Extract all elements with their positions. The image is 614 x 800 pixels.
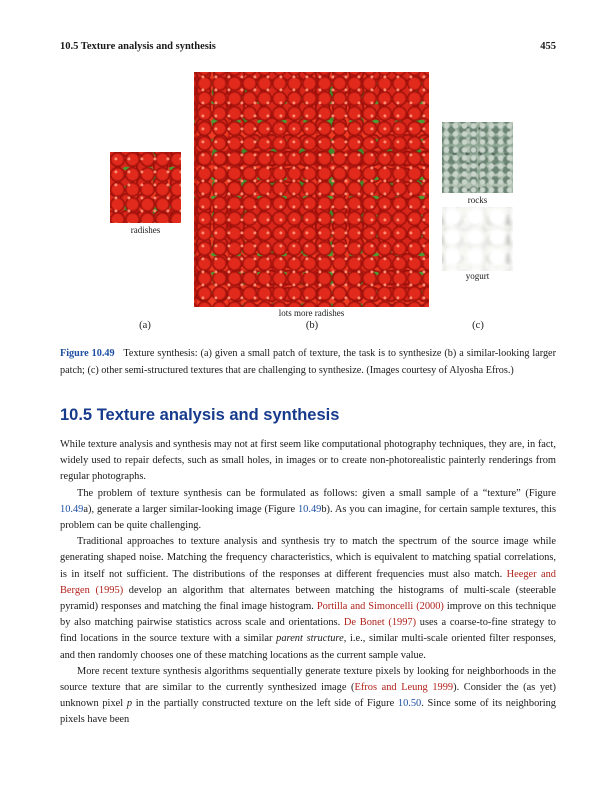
subfigure-label-c: (c) (472, 320, 484, 331)
header-section-title: 10.5 Texture analysis and synthesis (60, 41, 216, 52)
paragraph-2-text-a: The problem of texture synthesis can be formulated as follows: given a small sample of a “texture” (Figure (77, 487, 556, 499)
subfigure-label-b: (b) (305, 320, 319, 331)
paragraph-3-text-d: uses a coarse-to-fine strategy to find locations in the source texture with a similar (60, 617, 556, 645)
citation-link[interactable]: Portilla and Simoncelli (2000) (316, 601, 444, 613)
yogurt-image (442, 207, 513, 271)
radishes-large-image (194, 72, 429, 307)
page-number: 455 (540, 41, 556, 52)
paragraph-3 (60, 534, 556, 664)
paragraph-2-text-b: a), generate a larger similar-looking image (Figure (83, 503, 298, 515)
figure-ref-link[interactable]: 10.49 (60, 503, 84, 515)
lots-more-radishes-label: lots more radishes (278, 308, 345, 318)
figure-ref-link[interactable]: 10.50 (397, 698, 422, 710)
figure-caption-label[interactable]: Figure 10.49 (60, 348, 115, 359)
paragraph-1 (60, 437, 556, 486)
subfigure-label-a: (a) (139, 320, 151, 331)
rocks-image (442, 122, 513, 193)
paragraph-4-text-a: More recent texture synthesis algorithms sequentially generate texture pixels by looking for neighborhoods in the source texture that are similar to the currently synthesized image ( (60, 665, 556, 694)
citation-link[interactable]: Efros and Leung 1999 (354, 682, 454, 694)
paragraph-4-text-b: ). Consider the (as yet) unknown pixel (60, 682, 556, 710)
paragraph-4 (60, 664, 556, 729)
radishes-small-image (110, 152, 181, 223)
citation-link[interactable]: De Bonet (1997) (343, 617, 417, 629)
body-text (60, 437, 556, 729)
paragraph-3-text-a: Traditional approaches to texture analysis and synthesis try to match the spectrum of the source image while generating shaped noise. Matching the frequency characteristics, which is equivalent to matching spatial correlations, is in itself not sufficient. The distributions of the responses at different frequencies must also match. (60, 536, 556, 580)
yogurt-label: yogurt (465, 271, 490, 281)
rocks-label: rocks (467, 195, 488, 205)
emphasis-term: parent structure (276, 633, 344, 645)
citation-link[interactable]: Heeger and Bergen (1995) (60, 568, 556, 596)
math-variable: p (126, 698, 133, 710)
paragraph-3-text-e: , i.e., similar multi-scale oriented filter responses, and then randomly chooses one of these matching locations as the current sample value. (60, 633, 556, 661)
figure-caption-text: Texture synthesis: (a) given a small patch of texture, the task is to synthesize (b) a similar-looking larger patch; (c) other semi-structured textures that are challenging to synthesize. (Images courtesy of Alyosha Efros.) (60, 348, 556, 376)
radishes-label: radishes (130, 225, 161, 235)
figure-10-49 (0, 0, 614, 340)
paragraph-2 (60, 486, 556, 535)
paragraph-4-text-c: in the partially constructed texture on the left side of Figure (132, 698, 398, 710)
paragraph-3-text-c: improve on this technique by also matching pairwise statistics across scale and orientations. (60, 601, 557, 629)
figure-ref-link[interactable]: 10.49 (297, 503, 322, 515)
paragraph-4-text-d: . Since some of its neighboring pixels have been (60, 698, 556, 726)
paragraph-1-text: While texture analysis and synthesis may not at first seem like computational photography techniques, they are, in fact, widely used to repair defects, such as small holes, in images or to create non-photorealistic painterly renderings from regular photographs. (60, 439, 556, 483)
paragraph-2-text-c: b). As you can imagine, for certain sample textures, this problem can be quite challenging. (60, 503, 556, 532)
paragraph-3-text-b: develop an algorithm that alternates between matching the histograms of multi-scale (steerable pyramid) responses and matching the final image histogram. (60, 584, 556, 613)
figure-caption (60, 346, 556, 379)
section-heading: 10.5 Texture analysis and synthesis (60, 406, 340, 424)
